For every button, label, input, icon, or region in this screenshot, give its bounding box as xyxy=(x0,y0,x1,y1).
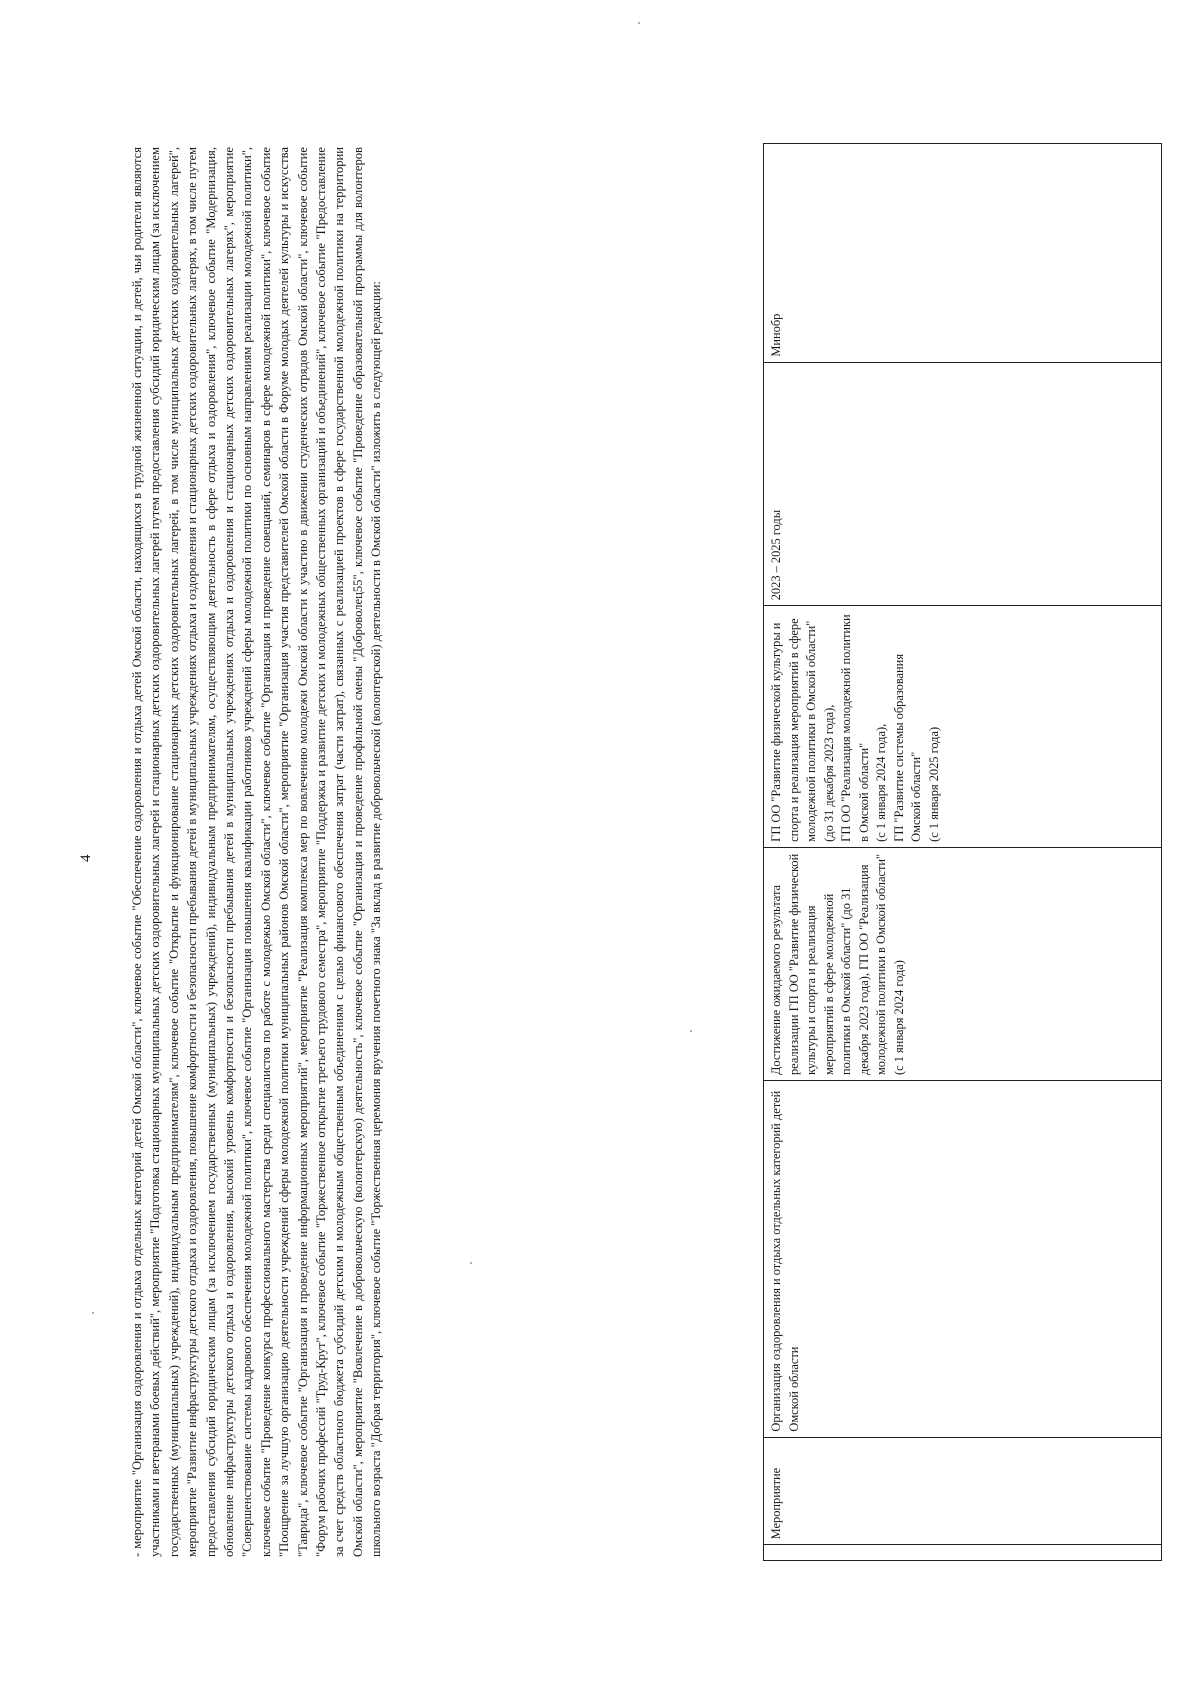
table-cell-result: Достижение ожидаемого результата реализации ГП ОО "Развитие физической культуры и спорта и реализация мероприятий в сфере молодежной политики в Омской области" (до 31 декабря 2023 года), ГП ОО "Реализация молодежной политики в Омской области" (с 1 января 2024 года) xyxy=(764,847,1162,1080)
intro-paragraph: - мероприятие "Организация оздоровления и отдыха отдельных категорий детей Омской области", ключевое событие "Обеспечение оздоровления и отдыха детей Омской области, находящихся в трудной жизненной ситуации, и детей, чьи родители являются участниками и ветеранами боевых действий", мероприятие "Подготовка стационарных муниципальных детских оздоровительных лагерей и стационарных детских оздоровительных лагерей путем предоставления субсидий юридическим лицам (за исключением государственных (муниципальных) учреждений), индивидуальным предпринимателям", ключевое событие "Открытие и функционирование стационарных детских оздоровительных лагерей, в том числе муниципальных детских оздоровительных лагерей", мероприятие "Развитие инфраструктуры детского отдыха и оздоровления, повышение комфортности и безопасности пребывания детей в муниципальных учреждениях отдыха и оздоровления и стационарных детских оздоровительных лагерях, в том числе путем предоставления субсидий юридическим лицам (за исключением государственных (муниципальных) учреждений), индивидуальным предпринимателям, осуществляющим деятельность в сфере отдыха и оздоровления", ключевое событие "Модернизация, обновление инфраструктуры детского отдыха и оздоровления, высокий уровень комфортности и безопасности пребывания детей в муниципальных учреждениях отдыха и оздоровления и стационарных детских оздоровительных лагерях", мероприятие "Совершенствование системы кадрового обеспечения молодежной политики", ключевое событие "Организация повышения квалификации работников учреждений сферы молодежной политики по основным направлениям реализации молодежной политики", ключевое событие "Проведение конкурса профессионального мастерства среди специалистов по работе с молодежью Омской области", ключевое событие "Организация и проведение совещаний, семинаров в сфере молодежной политики", ключевое событие "Поощрение за лучшую организацию деятельности учреждений сферы молодежной политики муниципальных районов Омской области", мероприятие "Организация участия представителей Омской области в Форуме молодых деятелей культуры и искусства "Таврида", ключевое событие "Организация и проведение информационных мероприятий", мероприятие "Реализация комплекса мер по вовлечению молодежи Омской области к участию в движении студенческих отрядов Омской области", ключевое событие "Форум рабочих профессий "Труд-Крут", ключевое событие "Торжественное открытие третьего трудового семестра", мероприятие "Поддержка и развитие детских и молодежных общественных организаций и объединений", ключевое событие "Предоставление за счет средств областного бюджета субсидий детским и молодежным общественным объединениям с целью финансового обеспечения затрат (части затрат), связанных с реализацией проектов в сфере государственной молодежной политики на территории Омской области", мероприятие "Вовлечение в добровольческую (волонтерскую) деятельность", ключевое событие "Организация и проведение профильной смены "Доброволец55", ключевое событие "Проведение образовательной программы для волонтеров школьного возраста "Добрая территория", ключевое событие "Торжественная церемония вручения почетного знака "За вклад в развитие добровольческой (волонтерской) деятельности в Омской области" изложить в следующей редакции: xyxy=(130,147,384,1557)
scan-speck xyxy=(92,1312,94,1314)
table-cell-type: Мероприятие xyxy=(764,1437,1162,1545)
table-cell-period: 2023 – 2025 годы xyxy=(764,362,1162,606)
table-row xyxy=(764,144,1162,1561)
scan-speck xyxy=(690,1030,692,1032)
page-number: 4 xyxy=(78,854,94,862)
activity-table xyxy=(763,143,1162,1561)
scan-speck xyxy=(638,22,640,24)
table-cell-blank xyxy=(764,1545,1162,1561)
scan-speck xyxy=(470,1262,472,1264)
table-cell-programs: ГП ОО "Развитие физической культуры и спорта и реализация мероприятий в сфере молодежной политики в Омской области" (до 31 декабря 2023 года), ГП ОО "Реализация молодежной политики в Омской области" (с 1 января 2024 года), ГП "Развитие системы образования Омской области" (с 1 января 2025 года) xyxy=(764,606,1162,848)
table-cell-responsible: Минобр xyxy=(764,144,1162,363)
table-cell-name: Организация оздоровления и отдыха отдельных категорий детей Омской области xyxy=(764,1081,1162,1438)
